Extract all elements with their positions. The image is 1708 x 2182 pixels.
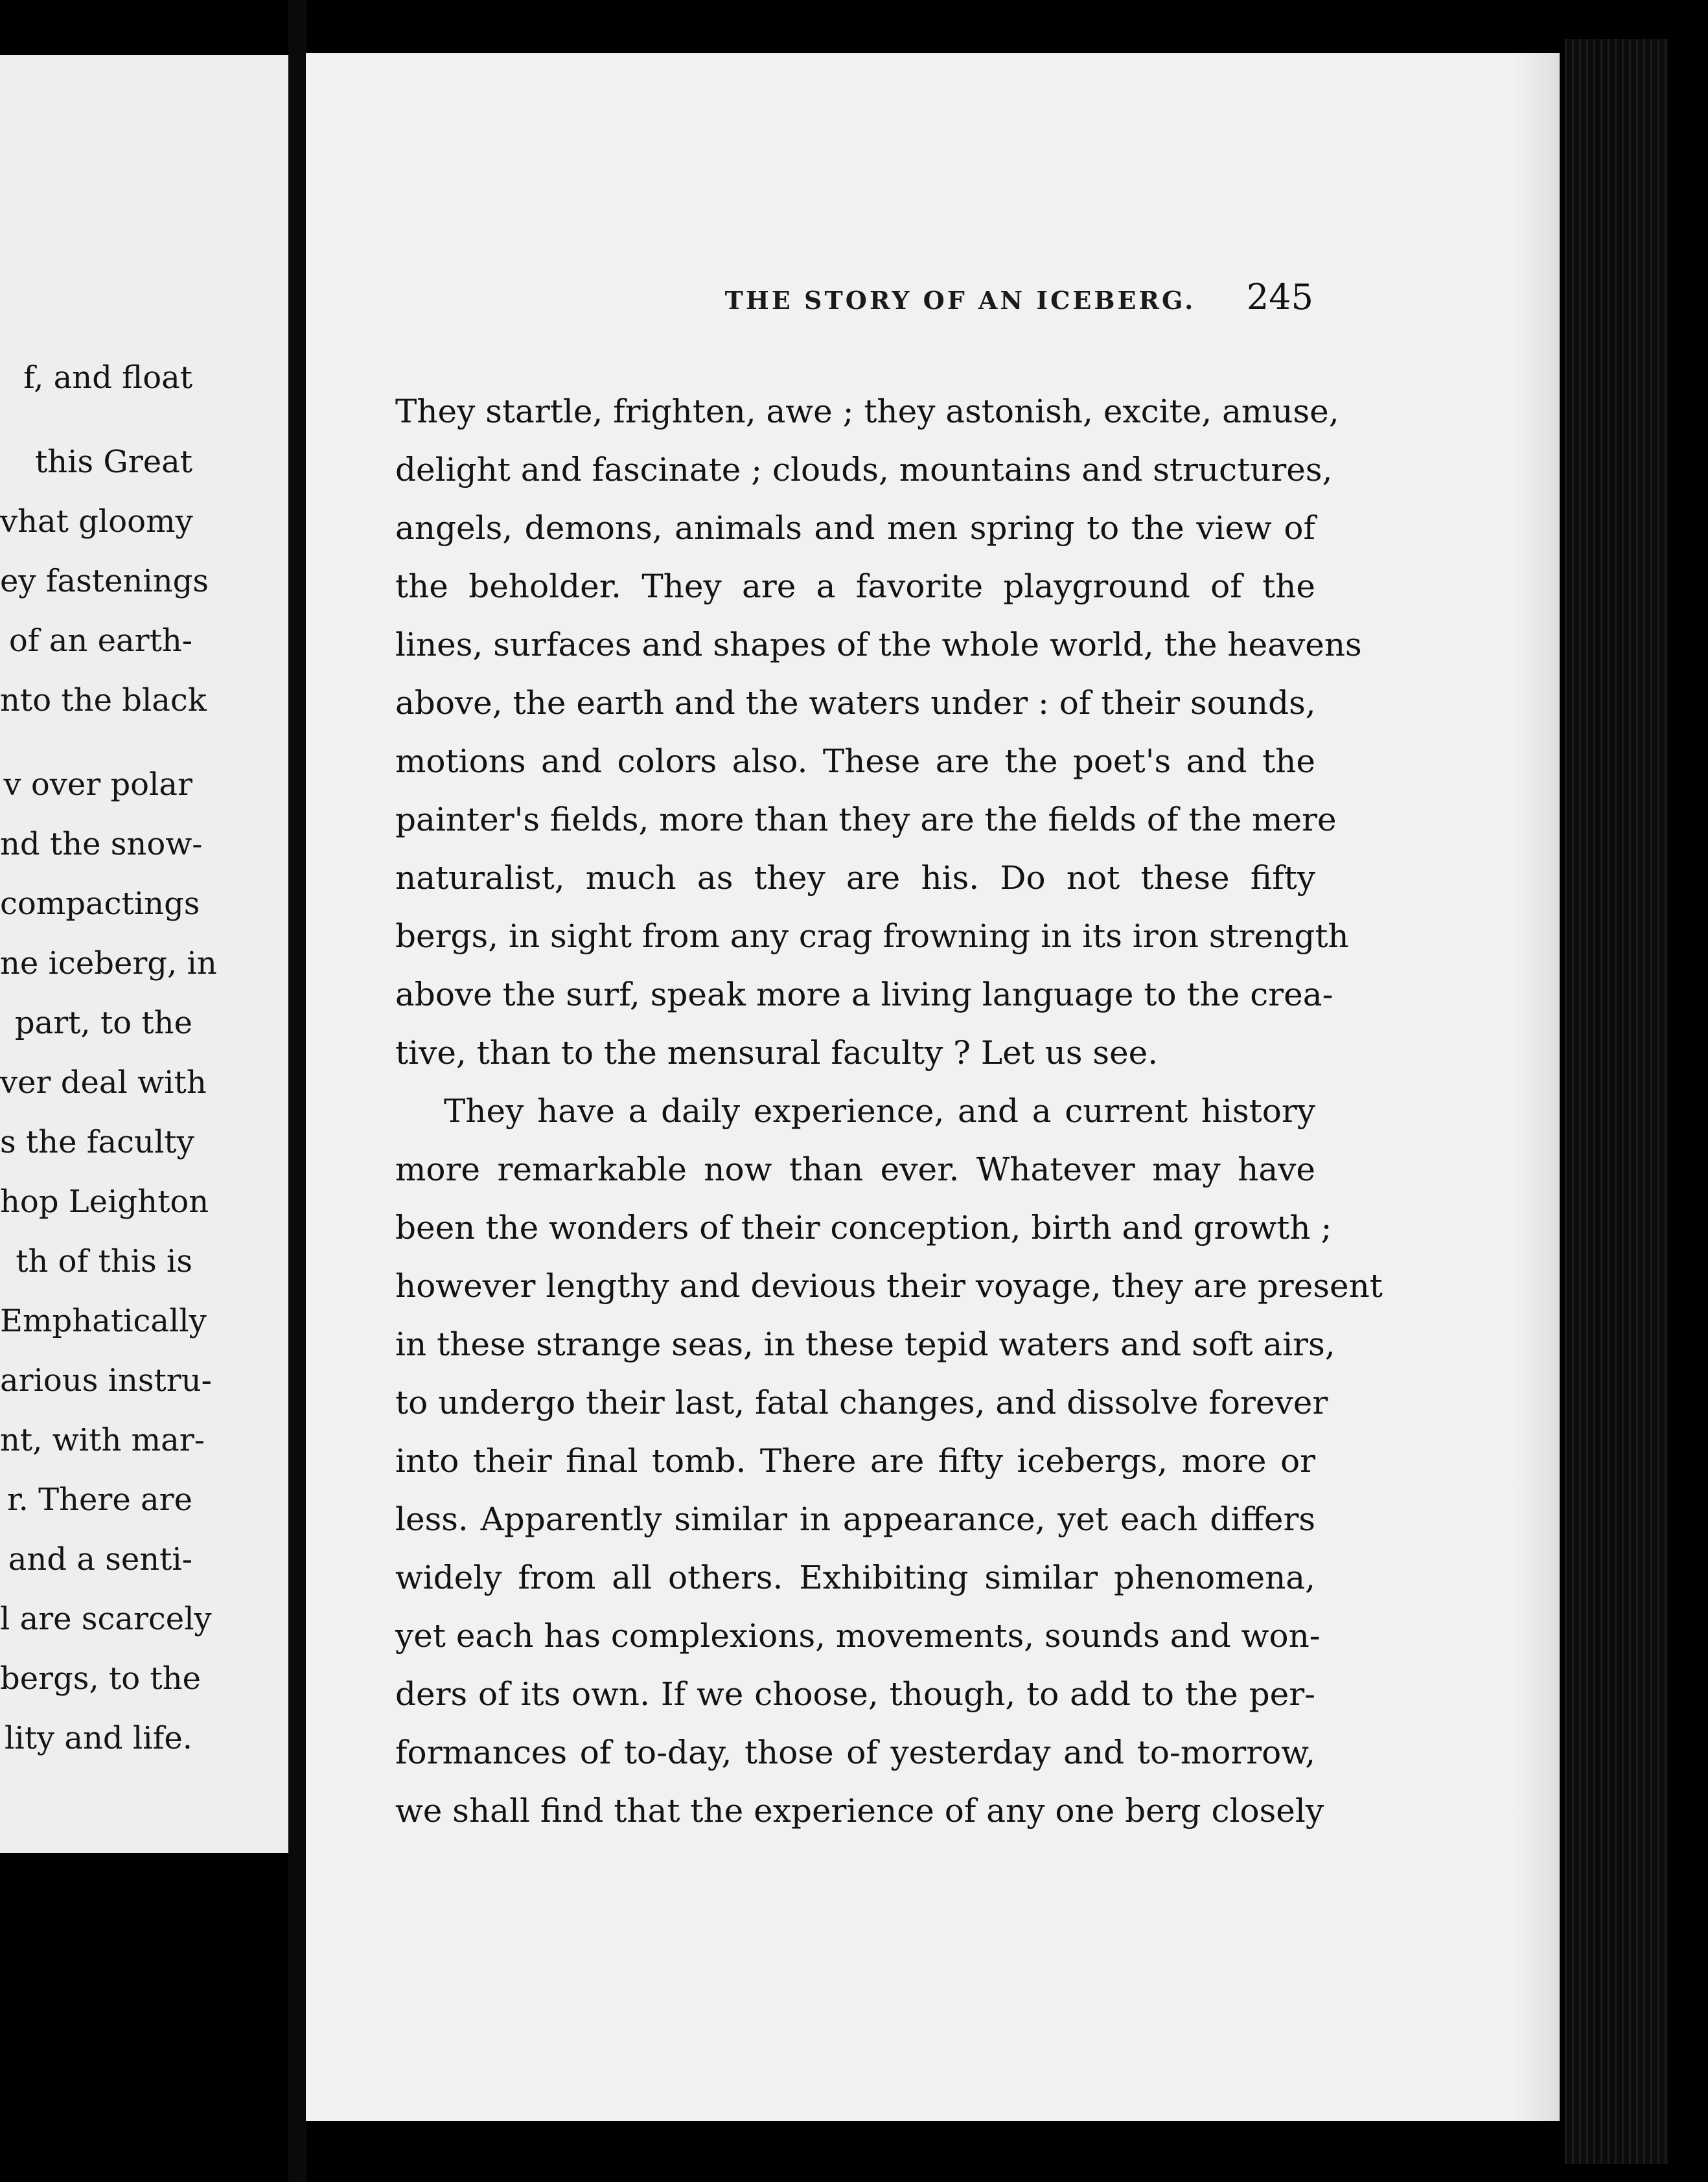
page-number: 245 bbox=[1246, 277, 1313, 317]
text-line: They have a daily experience, and a current history bbox=[444, 1092, 1315, 1130]
text-line: They startle, frighten, awe ; they astonish, excite, amuse, bbox=[395, 393, 1339, 430]
left-line: nt, with mar- bbox=[0, 1422, 205, 1458]
left-line: part, to the bbox=[14, 1005, 192, 1041]
left-line: nto the black bbox=[0, 682, 207, 718]
previous-page bbox=[0, 55, 288, 1853]
running-head: THE STORY OF AN ICEBERG. bbox=[724, 286, 1196, 315]
left-line: th of this is bbox=[16, 1243, 192, 1280]
text-line: we shall find that the experience of any one berg closely bbox=[395, 1792, 1324, 1830]
left-line: and a senti- bbox=[8, 1541, 192, 1578]
left-line: ver deal with bbox=[0, 1064, 207, 1101]
left-line: f, and float bbox=[23, 360, 192, 396]
text-line: formances of to-day, those of yesterday and to-morrow, bbox=[395, 1734, 1315, 1771]
left-line: lity and life. bbox=[4, 1720, 192, 1756]
text-line: motions and colors also. These are the poet's and the bbox=[395, 742, 1315, 780]
left-line: arious instru- bbox=[0, 1362, 212, 1399]
text-line: painter's fields, more than they are the fields of the mere bbox=[395, 801, 1337, 838]
left-line: s the faculty bbox=[0, 1124, 194, 1160]
left-line: of an earth- bbox=[8, 623, 192, 659]
left-line: nd the snow- bbox=[0, 826, 203, 862]
text-line: delight and fascinate ; clouds, mountains and structures, bbox=[395, 451, 1333, 488]
previous-page-text bbox=[0, 348, 288, 1768]
text-line: above, the earth and the waters under : of their sounds, bbox=[395, 684, 1316, 722]
left-line: ey fastenings bbox=[0, 563, 209, 599]
text-line: above the surf, speak more a living language to the crea- bbox=[395, 976, 1333, 1013]
text-line: to undergo their last, fatal changes, and dissolve forever bbox=[395, 1384, 1328, 1421]
text-line: in these strange seas, in these tepid waters and soft airs, bbox=[395, 1326, 1335, 1363]
paragraph-2 bbox=[395, 1082, 1383, 1840]
text-line: into their final tomb. There are fifty icebergs, more or bbox=[395, 1442, 1315, 1480]
body-text bbox=[395, 382, 1383, 1840]
text-line: bergs, in sight from any crag frowning in its iron strength bbox=[395, 917, 1349, 955]
left-line: v over polar bbox=[3, 766, 192, 803]
text-line: yet each has complexions, movements, sounds and won- bbox=[395, 1617, 1321, 1655]
text-line: tive, than to the mensural faculty ? Let us see. bbox=[395, 1034, 1159, 1072]
left-line: this Great bbox=[34, 444, 192, 480]
left-line: r. There are bbox=[6, 1482, 192, 1518]
text-line: ders of its own. If we choose, though, to add to the per- bbox=[395, 1675, 1315, 1713]
left-line: bergs, to the bbox=[0, 1660, 202, 1697]
left-line: hop Leighton bbox=[0, 1184, 209, 1220]
left-line: compactings bbox=[0, 886, 200, 922]
text-line: lines, surfaces and shapes of the whole world, the heavens bbox=[395, 626, 1362, 663]
left-line: l are scarcely bbox=[0, 1601, 212, 1637]
book-gutter bbox=[288, 0, 306, 2182]
text-line: the beholder. They are a favorite playground of the bbox=[395, 568, 1315, 605]
left-line: ne iceberg, in bbox=[0, 945, 217, 982]
text-line: naturalist, much as they are his. Do not these fifty bbox=[395, 859, 1315, 897]
text-line: less. Apparently similar in appearance, yet each differs bbox=[395, 1500, 1315, 1538]
book-page-edges bbox=[1565, 39, 1668, 2164]
text-line: been the wonders of their conception, birth and growth ; bbox=[395, 1209, 1332, 1246]
left-line: vhat gloomy bbox=[0, 503, 193, 540]
text-line: more remarkable now than ever. Whatever may have bbox=[395, 1151, 1315, 1188]
text-line: angels, demons, animals and men spring to the view of bbox=[395, 509, 1315, 547]
text-line: widely from all others. Exhibiting similar phenomena, bbox=[395, 1559, 1315, 1596]
current-page bbox=[306, 53, 1560, 2121]
paragraph-1 bbox=[395, 382, 1362, 1082]
text-line: however lengthy and devious their voyage, they are present bbox=[395, 1267, 1383, 1305]
left-line: Emphatically bbox=[0, 1303, 207, 1339]
